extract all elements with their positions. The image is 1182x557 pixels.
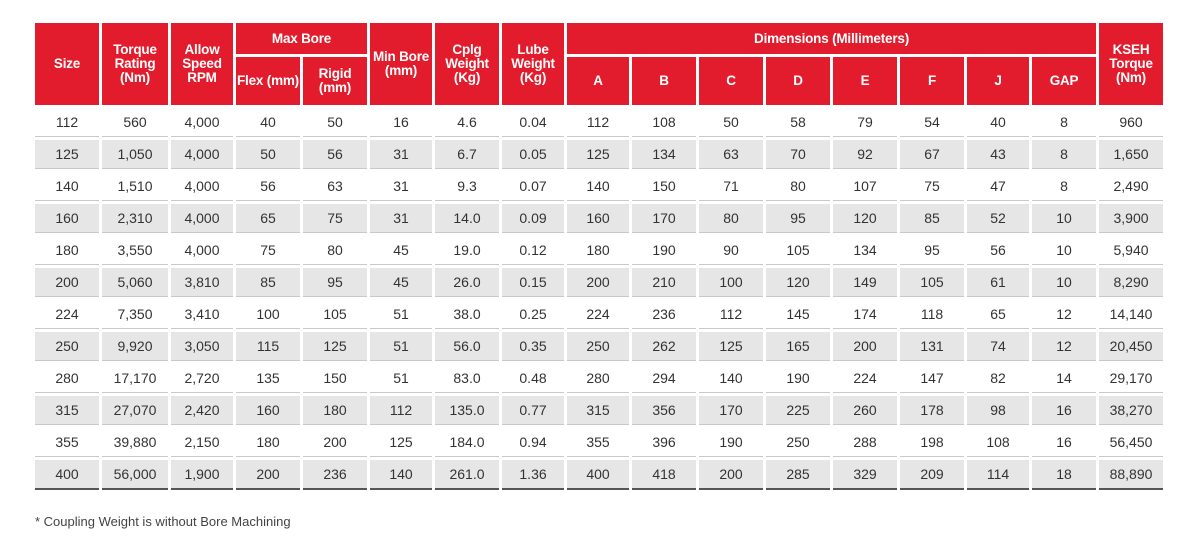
table-cell: 16 — [1032, 428, 1096, 457]
table-cell: 51 — [370, 332, 432, 361]
table-cell: 140 — [370, 460, 432, 490]
table-row — [35, 268, 1163, 297]
table-cell: 200 — [699, 460, 763, 490]
table-cell: 118 — [900, 300, 964, 329]
table-cell: 125 — [303, 332, 367, 361]
table-cell: 100 — [236, 300, 300, 329]
table-cell: 0.12 — [502, 236, 564, 265]
header-flex: Flex (mm) — [236, 57, 300, 105]
table-cell: 108 — [632, 108, 696, 137]
table-cell: 418 — [632, 460, 696, 490]
table-cell: 0.25 — [502, 300, 564, 329]
table-cell: 3,050 — [171, 332, 233, 361]
header-dim-f: F — [900, 57, 964, 105]
table-cell: 120 — [833, 204, 897, 233]
table-cell: 4,000 — [171, 236, 233, 265]
table-row — [35, 236, 1163, 265]
table-cell: 114 — [967, 460, 1029, 490]
table-cell: 160 — [35, 204, 99, 233]
table-row — [35, 300, 1163, 329]
table-cell: 40 — [236, 108, 300, 137]
table-cell: 56 — [303, 140, 367, 169]
table-cell: 294 — [632, 364, 696, 393]
table-cell: 65 — [967, 300, 1029, 329]
table-cell: 250 — [567, 332, 629, 361]
table-cell: 355 — [567, 428, 629, 457]
table-cell: 356 — [632, 396, 696, 425]
table-cell: 5,060 — [102, 268, 168, 297]
table-cell: 10 — [1032, 204, 1096, 233]
table-cell: 5,940 — [1099, 236, 1163, 265]
table-cell: 224 — [833, 364, 897, 393]
table-cell: 160 — [567, 204, 629, 233]
table-cell: 236 — [632, 300, 696, 329]
table-cell: 0.04 — [502, 108, 564, 137]
header-dim-b: B — [632, 57, 696, 105]
table-cell: 1.36 — [502, 460, 564, 490]
table-cell: 100 — [699, 268, 763, 297]
table-cell: 280 — [567, 364, 629, 393]
table-cell: 74 — [967, 332, 1029, 361]
table-cell: 16 — [1032, 396, 1096, 425]
table-cell: 63 — [699, 140, 763, 169]
table-cell: 4,000 — [171, 140, 233, 169]
table-cell: 190 — [699, 428, 763, 457]
header-dim-e: E — [833, 57, 897, 105]
table-cell: 3,810 — [171, 268, 233, 297]
header-size: Size — [35, 23, 99, 105]
table-cell: 80 — [766, 172, 830, 201]
table-cell: 1,900 — [171, 460, 233, 490]
table-row — [35, 172, 1163, 201]
table-cell: 396 — [632, 428, 696, 457]
table-cell: 134 — [632, 140, 696, 169]
table-cell: 262 — [632, 332, 696, 361]
table-cell: 112 — [35, 108, 99, 137]
table-cell: 4,000 — [171, 172, 233, 201]
table-cell: 10 — [1032, 236, 1096, 265]
table-cell: 85 — [236, 268, 300, 297]
table-cell: 31 — [370, 140, 432, 169]
table-cell: 180 — [236, 428, 300, 457]
table-cell: 63 — [303, 172, 367, 201]
table-cell: 2,720 — [171, 364, 233, 393]
table-row — [35, 396, 1163, 425]
header-dim-j: J — [967, 57, 1029, 105]
table-cell: 200 — [567, 268, 629, 297]
table-cell: 50 — [303, 108, 367, 137]
table-cell: 54 — [900, 108, 964, 137]
table-cell: 150 — [632, 172, 696, 201]
table-cell: 40 — [967, 108, 1029, 137]
table-cell: 4,000 — [171, 108, 233, 137]
table-cell: 131 — [900, 332, 964, 361]
table-cell: 1,650 — [1099, 140, 1163, 169]
table-cell: 147 — [900, 364, 964, 393]
table-cell: 67 — [900, 140, 964, 169]
table-cell: 224 — [567, 300, 629, 329]
table-cell: 3,550 — [102, 236, 168, 265]
table-cell: 95 — [766, 204, 830, 233]
table-cell: 45 — [370, 236, 432, 265]
table-cell: 125 — [370, 428, 432, 457]
table-cell: 98 — [967, 396, 1029, 425]
table-cell: 115 — [236, 332, 300, 361]
table-cell: 4.6 — [435, 108, 499, 137]
table-cell: 79 — [833, 108, 897, 137]
table-cell: 0.94 — [502, 428, 564, 457]
table-row — [35, 204, 1163, 233]
table-cell: 61 — [967, 268, 1029, 297]
table-cell: 75 — [900, 172, 964, 201]
table-cell: 112 — [699, 300, 763, 329]
table-cell: 10 — [1032, 268, 1096, 297]
table-cell: 236 — [303, 460, 367, 490]
table-cell: 4,000 — [171, 204, 233, 233]
table-cell: 45 — [370, 268, 432, 297]
table-cell: 200 — [236, 460, 300, 490]
table-cell: 112 — [370, 396, 432, 425]
table-cell: 150 — [303, 364, 367, 393]
table-cell: 0.15 — [502, 268, 564, 297]
table-cell: 108 — [967, 428, 1029, 457]
table-cell: 29,170 — [1099, 364, 1163, 393]
table-cell: 288 — [833, 428, 897, 457]
table-cell: 80 — [699, 204, 763, 233]
table-cell: 6.7 — [435, 140, 499, 169]
table-cell: 0.09 — [502, 204, 564, 233]
table-cell: 225 — [766, 396, 830, 425]
table-cell: 329 — [833, 460, 897, 490]
header-dim-d: D — [766, 57, 830, 105]
header-lube-weight: Lube Weight (Kg) — [502, 23, 564, 105]
table-cell: 90 — [699, 236, 763, 265]
table-cell: 174 — [833, 300, 897, 329]
table-cell: 315 — [35, 396, 99, 425]
table-cell: 560 — [102, 108, 168, 137]
table-row — [35, 428, 1163, 457]
table-cell: 960 — [1099, 108, 1163, 137]
table-cell: 125 — [35, 140, 99, 169]
table-body — [35, 108, 1163, 490]
table-cell: 56.0 — [435, 332, 499, 361]
table-cell: 209 — [900, 460, 964, 490]
table-cell: 3,900 — [1099, 204, 1163, 233]
table-cell: 51 — [370, 364, 432, 393]
table-cell: 39,880 — [102, 428, 168, 457]
table-cell: 134 — [833, 236, 897, 265]
table-cell: 19.0 — [435, 236, 499, 265]
table-cell: 140 — [35, 172, 99, 201]
table-cell: 17,170 — [102, 364, 168, 393]
table-cell: 58 — [766, 108, 830, 137]
table-row — [35, 460, 1163, 490]
table-cell: 0.77 — [502, 396, 564, 425]
table-cell: 26.0 — [435, 268, 499, 297]
table-cell: 2,490 — [1099, 172, 1163, 201]
table-cell: 20,450 — [1099, 332, 1163, 361]
table-row — [35, 364, 1163, 393]
table-cell: 50 — [236, 140, 300, 169]
table-cell: 145 — [766, 300, 830, 329]
table-cell: 56,000 — [102, 460, 168, 490]
table-cell: 184.0 — [435, 428, 499, 457]
table-cell: 210 — [632, 268, 696, 297]
table-cell: 285 — [766, 460, 830, 490]
table-cell: 52 — [967, 204, 1029, 233]
header-allow-speed: Allow Speed RPM — [171, 23, 233, 105]
table-cell: 7,350 — [102, 300, 168, 329]
table-cell: 180 — [567, 236, 629, 265]
table-cell: 280 — [35, 364, 99, 393]
table-cell: 85 — [900, 204, 964, 233]
table-cell: 12 — [1032, 332, 1096, 361]
header-kseh-torque: KSEH Torque (Nm) — [1099, 23, 1163, 105]
table-cell: 315 — [567, 396, 629, 425]
table-cell: 18 — [1032, 460, 1096, 490]
table-cell: 112 — [567, 108, 629, 137]
table-cell: 261.0 — [435, 460, 499, 490]
table-cell: 92 — [833, 140, 897, 169]
table-cell: 14 — [1032, 364, 1096, 393]
table-header — [35, 23, 1163, 105]
table-cell: 355 — [35, 428, 99, 457]
table-cell: 165 — [766, 332, 830, 361]
table-cell: 135.0 — [435, 396, 499, 425]
table-cell: 125 — [567, 140, 629, 169]
table-cell: 180 — [303, 396, 367, 425]
header-max-bore: Max Bore — [236, 23, 367, 54]
table-cell: 400 — [567, 460, 629, 490]
table-cell: 200 — [35, 268, 99, 297]
table-cell: 120 — [766, 268, 830, 297]
table-cell: 2,150 — [171, 428, 233, 457]
table-cell: 75 — [236, 236, 300, 265]
table-cell: 27,070 — [102, 396, 168, 425]
table-cell: 95 — [900, 236, 964, 265]
table-cell: 88,890 — [1099, 460, 1163, 490]
table-row — [35, 332, 1163, 361]
header-torque-rating: Torque Rating (Nm) — [102, 23, 168, 105]
table-row — [35, 108, 1163, 137]
coupling-spec-table-container — [35, 20, 1153, 493]
footnote: * Coupling Weight is without Bore Machining — [35, 514, 291, 529]
table-cell: 50 — [699, 108, 763, 137]
table-cell: 170 — [632, 204, 696, 233]
table-cell: 2,310 — [102, 204, 168, 233]
table-cell: 9.3 — [435, 172, 499, 201]
table-cell: 56 — [967, 236, 1029, 265]
table-cell: 71 — [699, 172, 763, 201]
table-cell: 190 — [632, 236, 696, 265]
table-cell: 0.05 — [502, 140, 564, 169]
table-cell: 180 — [35, 236, 99, 265]
table-cell: 107 — [833, 172, 897, 201]
table-cell: 250 — [766, 428, 830, 457]
table-cell: 190 — [766, 364, 830, 393]
table-cell: 8 — [1032, 108, 1096, 137]
table-cell: 9,920 — [102, 332, 168, 361]
table-cell: 260 — [833, 396, 897, 425]
table-cell: 105 — [766, 236, 830, 265]
table-cell: 70 — [766, 140, 830, 169]
table-cell: 82 — [967, 364, 1029, 393]
table-cell: 31 — [370, 204, 432, 233]
table-cell: 56 — [236, 172, 300, 201]
table-cell: 2,420 — [171, 396, 233, 425]
header-dimensions: Dimensions (Millimeters) — [567, 23, 1096, 54]
table-cell: 0.48 — [502, 364, 564, 393]
table-cell: 38.0 — [435, 300, 499, 329]
header-min-bore: Min Bore (mm) — [370, 23, 432, 105]
table-cell: 250 — [35, 332, 99, 361]
table-cell: 16 — [370, 108, 432, 137]
table-cell: 8,290 — [1099, 268, 1163, 297]
table-cell: 56,450 — [1099, 428, 1163, 457]
table-cell: 105 — [900, 268, 964, 297]
table-cell: 160 — [236, 396, 300, 425]
table-cell: 105 — [303, 300, 367, 329]
table-cell: 140 — [567, 172, 629, 201]
table-row — [35, 140, 1163, 169]
table-cell: 140 — [699, 364, 763, 393]
table-cell: 14,140 — [1099, 300, 1163, 329]
table-cell: 1,510 — [102, 172, 168, 201]
table-cell: 149 — [833, 268, 897, 297]
table-cell: 75 — [303, 204, 367, 233]
table-cell: 198 — [900, 428, 964, 457]
table-cell: 31 — [370, 172, 432, 201]
table-cell: 8 — [1032, 172, 1096, 201]
header-dim-gap: GAP — [1032, 57, 1096, 105]
header-dim-a: A — [567, 57, 629, 105]
table-cell: 95 — [303, 268, 367, 297]
table-cell: 14.0 — [435, 204, 499, 233]
table-cell: 3,410 — [171, 300, 233, 329]
table-cell: 12 — [1032, 300, 1096, 329]
table-cell: 65 — [236, 204, 300, 233]
table-cell: 1,050 — [102, 140, 168, 169]
table-cell: 51 — [370, 300, 432, 329]
table-cell: 0.35 — [502, 332, 564, 361]
table-cell: 224 — [35, 300, 99, 329]
table-cell: 178 — [900, 396, 964, 425]
table-cell: 400 — [35, 460, 99, 490]
header-dim-c: C — [699, 57, 763, 105]
header-rigid: Rigid (mm) — [303, 57, 367, 105]
table-cell: 170 — [699, 396, 763, 425]
table-cell: 8 — [1032, 140, 1096, 169]
table-cell: 135 — [236, 364, 300, 393]
table-cell: 47 — [967, 172, 1029, 201]
table-cell: 125 — [699, 332, 763, 361]
table-cell: 200 — [303, 428, 367, 457]
table-cell: 83.0 — [435, 364, 499, 393]
table-cell: 80 — [303, 236, 367, 265]
table-cell: 200 — [833, 332, 897, 361]
table-cell: 38,270 — [1099, 396, 1163, 425]
header-cplg-weight: Cplg Weight (Kg) — [435, 23, 499, 105]
table-cell: 0.07 — [502, 172, 564, 201]
table-cell: 43 — [967, 140, 1029, 169]
coupling-spec-table — [32, 20, 1166, 493]
